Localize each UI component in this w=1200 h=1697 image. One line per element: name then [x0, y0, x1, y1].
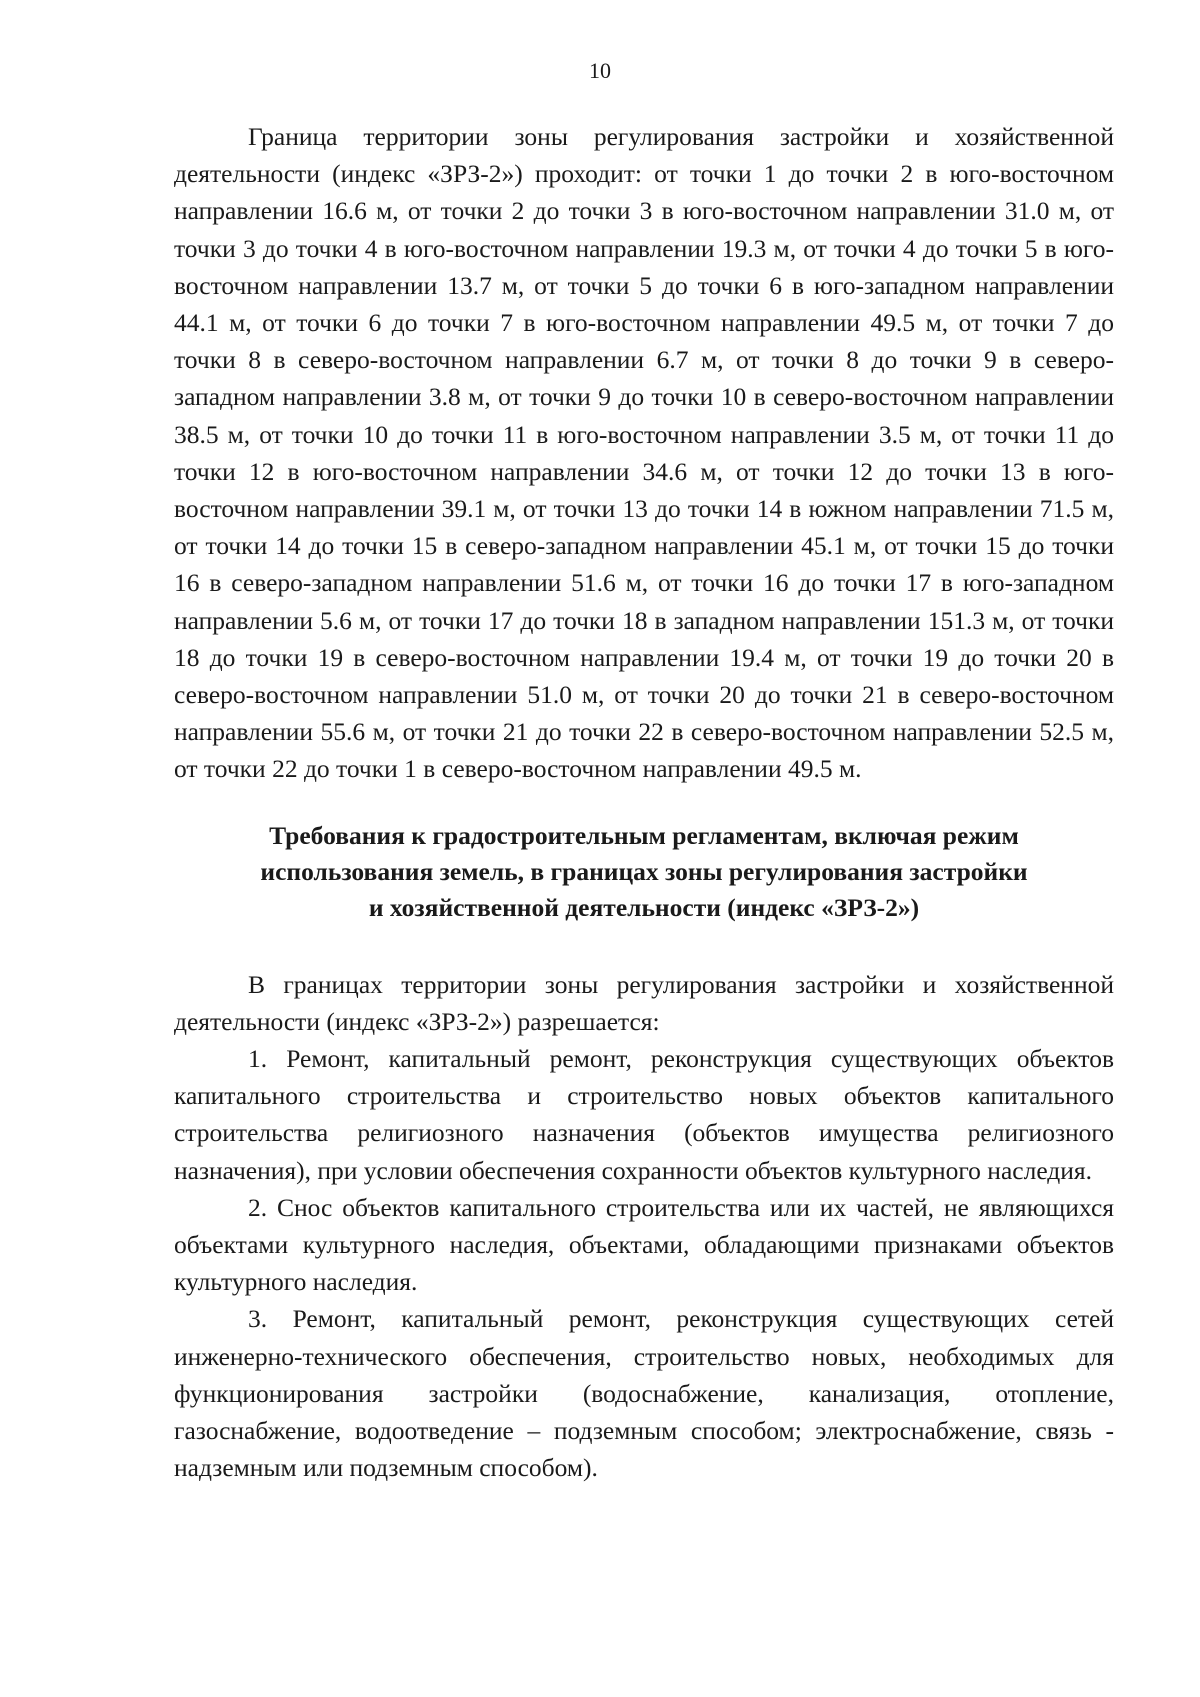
section-heading — [174, 818, 1114, 926]
list-item — [174, 1300, 1114, 1486]
section-heading-line-3: и хозяйственной деятельности (индекс «ЗРЗ-2») — [368, 892, 920, 922]
section-heading-line-1: Требования к градостроительным регламентам, включая режим — [269, 820, 1019, 850]
list-item — [174, 1040, 1114, 1189]
list-item-number: 2. — [248, 1192, 268, 1222]
document-body — [174, 118, 1114, 1487]
list-item-text: Ремонт, капитальный ремонт, реконструкция существующих сетей инженерно-технического обеспечения, строительство новых, необходимых для функционирования застройки (водоснабжение, канализация, отопление, газоснабжение, водоотведение – подземным способом; электроснабжение, связь - надземным или подземным способом). — [174, 1304, 1115, 1483]
intro-paragraph: В границах территории зоны регулирования застройки и хозяйственной деятельности (индекс «ЗРЗ-2») разрешается: — [174, 969, 1114, 1036]
list-item — [174, 1189, 1114, 1301]
boundary-description-paragraph: Граница территории зоны регулирования застройки и хозяйственной деятельности (индекс «ЗРЗ-2») проходит: от точки 1 до точки 2 в юго-восточном направлении 16.6 м, от точки 2 до точки 3 в юго-восточном направлении 31.0 м, от точки 3 до точки 4 в юго-восточном направлении 19.3 м, от точки 4 до точки 5 в юго-восточном направлении 13.7 м, от точки 5 до точки 6 в юго-западном направлении 44.1 м, от точки 6 до точки 7 в юго-восточном направлении 49.5 м, от точки 7 до точки 8 в северо-восточном направлении 6.7 м, от точки 8 до точки 9 в северо-западном направлении 3.8 м, от точки 9 до точки 10 в северо-восточном направлении 38.5 м, от точки 10 до точки 11 в юго-восточном направлении 3.5 м, от точки 11 до точки 12 в юго-восточном направлении 34.6 м, от точки 12 до точки 13 в юго-восточном направлении 39.1 м, от точки 13 до точки 14 в южном направлении 71.5 м, от точки 14 до точки 15 в северо-западном направлении 45.1 м, от точки 15 до точки 16 в северо-западном направлении 51.6 м, от точки 16 до точки 17 в юго-западном направлении 5.6 м, от точки 17 до точки 18 в западном направлении 151.3 м, от точки 18 до точки 19 в северо-восточном направлении 19.4 м, от точки 19 до точки 20 в северо-восточном направлении 51.0 м, от точки 20 до точки 21 в северо-восточном направлении 55.6 м, от точки 21 до точки 22 в северо-восточном направлении 52.5 м, от точки 22 до точки 1 в северо-восточном направлении 49.5 м. — [174, 122, 1114, 784]
list-item-number: 1. — [248, 1044, 268, 1074]
list-item-text: Ремонт, капитальный ремонт, реконструкция существующих объектов капитального строительства и строительство новых объектов капитального строительства религиозного назначения (объектов имущества религиозного назначения), при условии обеспечения сохранности объектов культурного наследия. — [174, 1044, 1114, 1185]
page-number: 10 — [589, 58, 611, 83]
list-item-text: Снос объектов капитального строительства или их частей, не являющихся объектами культурного наследия, объектами, обладающими признаками объектов культурного наследия. — [174, 1192, 1114, 1297]
section-heading-line-2: использования земель, в границах зоны регулирования застройки — [260, 856, 1028, 886]
list-item-number: 3. — [248, 1304, 268, 1334]
